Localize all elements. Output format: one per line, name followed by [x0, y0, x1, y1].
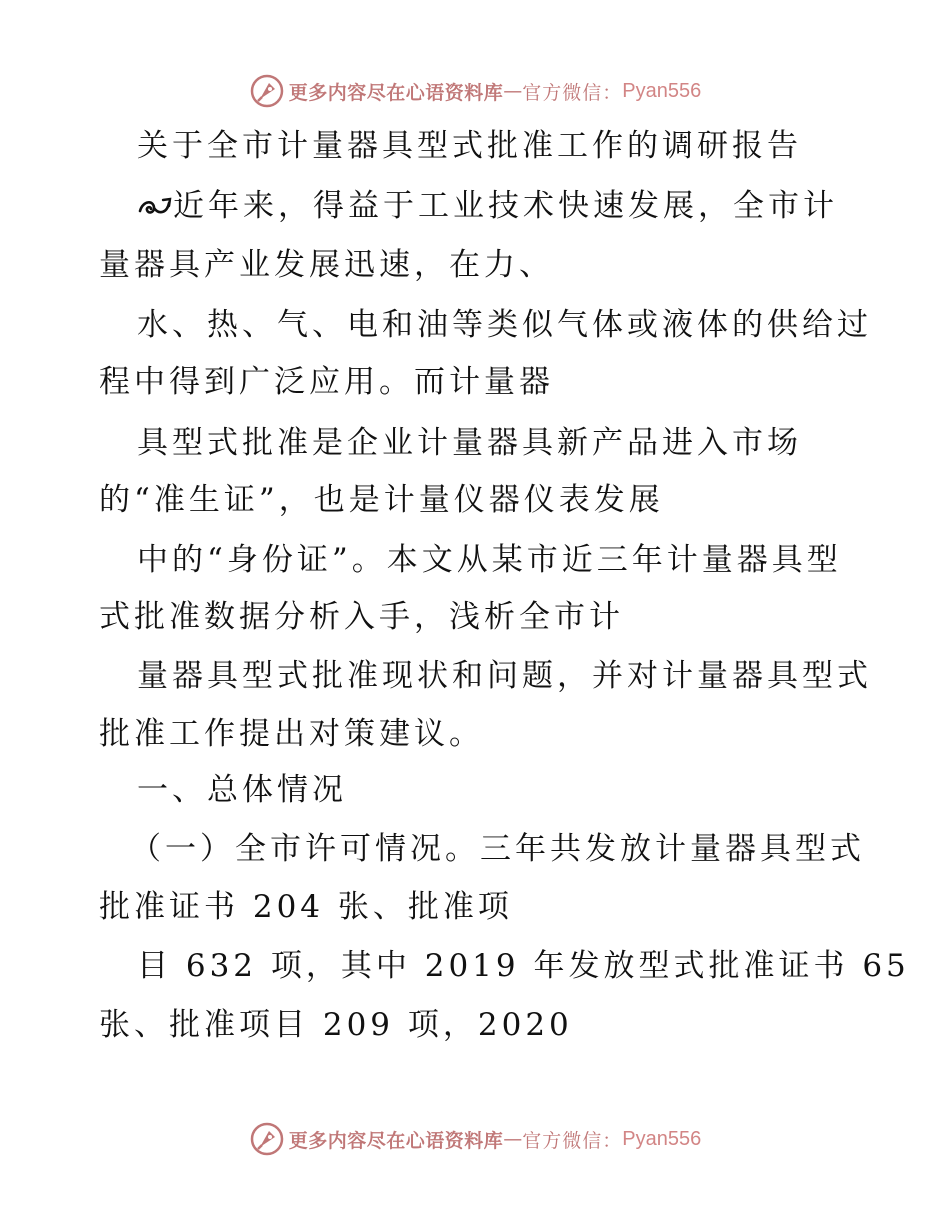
banner-wechat-label: 官方微信： — [522, 1129, 623, 1152]
banner-text: 更多内容尽在心语资料库 — [288, 1129, 504, 1152]
footer-banner — [0, 1119, 950, 1159]
banner-dash: — — [503, 80, 523, 102]
paragraph-line: 中的“身份证”。本文从某市近三年计量器具型 — [137, 542, 842, 578]
swirl-ornament-icon — [137, 191, 173, 221]
paragraph-line: 张、批准项目 209 项，2020 — [99, 1007, 573, 1043]
paragraph-line-1 — [137, 186, 838, 226]
paragraph-line: （一）全市许可情况。三年共发放计量器具型式 — [130, 831, 865, 867]
pen-nib-circle-icon — [249, 1121, 285, 1157]
paragraph-text: 近年来，得益于工业技术快速发展，全市计 — [173, 188, 838, 224]
banner-text: 更多内容尽在心语资料库 — [288, 81, 504, 104]
paragraph-line: 程中得到广泛应用。而计量器 — [99, 364, 554, 400]
paragraph-line: 批准证书 204 张、批准项 — [99, 889, 513, 925]
paragraph-line: 的“准生证”，也是计量仪器仪表发展 — [99, 482, 664, 518]
paragraph-line: 目 632 项，其中 2019 年发放型式批准证书 65 — [137, 948, 910, 984]
banner-dash: — — [503, 1128, 523, 1150]
paragraph-line: 水、热、气、电和油等类似气体或液体的供给过 — [137, 307, 872, 343]
paragraph-line: 量器具型式批准现状和问题，并对计量器具型式 — [137, 658, 872, 694]
paragraph-line: 式批准数据分析入手，浅析全市计 — [99, 599, 624, 635]
banner-wechat-label: 官方微信： — [522, 81, 623, 104]
banner-wechat-id: Pyan556 — [622, 79, 702, 102]
pen-nib-circle-icon — [249, 73, 285, 109]
header-banner — [0, 71, 950, 111]
paragraph-line: 量器具产业发展迅速，在力、 — [99, 247, 554, 283]
section-heading: 一、总体情况 — [137, 772, 347, 808]
document-title: 关于全市计量器具型式批准工作的调研报告 — [137, 128, 802, 164]
paragraph-line: 批准工作提出对策建议。 — [99, 716, 484, 752]
banner-wechat-id: Pyan556 — [622, 1127, 702, 1150]
paragraph-line: 具型式批准是企业计量器具新产品进入市场 — [137, 425, 802, 461]
